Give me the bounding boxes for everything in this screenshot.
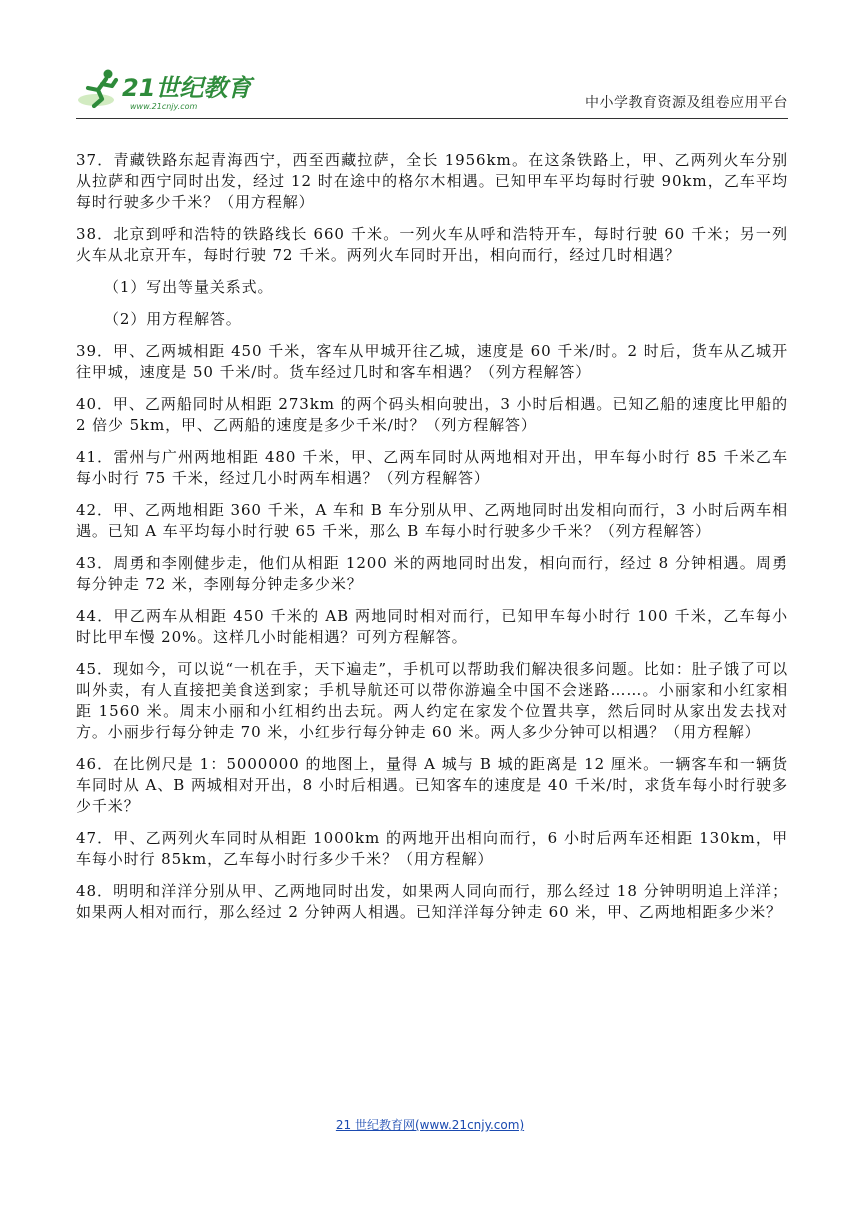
question-list (76, 150, 788, 934)
question-44: 44．甲乙两车从相距 450 千米的 AB 两地同时相对而行，已知甲车每小时行 100 千米，乙车每小时比甲车慢 20%。这样几小时能相遇？可列方程解答。 (76, 607, 788, 646)
question-38-part-1: （1）写出等量关系式。 (104, 278, 274, 296)
question-48: 48．明明和洋洋分别从甲、乙两地同时出发，如果两人同向而行，那么经过 18 分钟明明追上洋洋；如果两人相对而行，那么经过 2 分钟两人相遇。已知洋洋每分钟走 60 米，甲、乙两地相距多少米？ (76, 882, 788, 921)
question-46: 46．在比例尺是 1：5000000 的地图上，量得 A 城与 B 城的距离是 12 厘米。一辆客车和一辆货车同时从 A、B 两城相对开出，8 小时后相遇。已知客车的速度是 40 千米/时，求货车每小时行驶多少千米？ (76, 755, 788, 815)
question-42: 42．甲、乙两地相距 360 千米，A 车和 B 车分别从甲、乙两地同时出发相向而行，3 小时后两车相遇。已知 A 车平均每小时行驶 65 千米，那么 B 车每小时行驶多少千米？（列方程解答） (76, 501, 788, 540)
question-39: 39．甲、乙两城相距 450 千米，客车从甲城开往乙城，速度是 60 千米/时。2 时后，货车从乙城开往甲城，速度是 50 千米/时。货车经过几时和客车相遇？（列方程解答） (76, 342, 788, 381)
svg-text:www.21cnjy.com: www.21cnjy.com (130, 102, 198, 111)
question-37: 37．青藏铁路东起青海西宁，西至西藏拉萨，全长 1956km。在这条铁路上，甲、乙两列火车分别从拉萨和西宁同时出发，经过 12 时在途中的格尔木相遇。已知甲车平均每时行驶 90km，乙车平均每时行驶多少千米？（用方程解） (76, 151, 788, 211)
site-logo (76, 66, 266, 112)
platform-name: 中小学教育资源及组卷应用平台 (585, 95, 788, 111)
page-footer (0, 1114, 860, 1133)
question-38-part-2: （2）用方程解答。 (104, 310, 242, 328)
question-45: 45．现如今，可以说“一机在手，天下遍走”，手机可以帮助我们解决很多问题。比如：肚子饿了可以叫外卖，有人直接把美食送到家；手机导航还可以带你游遍全中国不会迷路……。小丽家和小红家相距 1560 米。周末小丽和小红相约出去玩。两人约定在家发个位置共享，然后同时从家出发去找对方。小丽步行每分钟走 70 米，小红步行每分钟走 60 米。两人多少分钟可以相遇？（用方程解） (76, 660, 788, 741)
question-43: 43．周勇和李刚健步走，他们从相距 1200 米的两地同时出发，相向而行，经过 8 分钟相遇。周勇每分钟走 72 米，李刚每分钟走多少米？ (76, 554, 788, 593)
question-38: 38．北京到呼和浩特的铁路线长 660 千米。一列火车从呼和浩特开车，每时行驶 60 千米；另一列火车从北京开车，每时行驶 72 千米。两列火车同时开出，相向而行，经过几时相遇？ (76, 225, 788, 264)
question-41: 41．雷州与广州两地相距 480 千米，甲、乙两车同时从两地相对开出，甲车每小时行 85 千米乙车每小时行 75 千米，经过几小时两车相遇？（列方程解答） (76, 448, 788, 487)
page-header (76, 64, 788, 116)
footer-link[interactable]: 21 世纪教育网(www.21cnjy.com) (335, 1118, 525, 1132)
question-47: 47．甲、乙两列火车同时从相距 1000km 的两地开出相向而行，6 小时后两车还相距 130km，甲车每小时行 85km，乙车每小时行多少千米？（用方程解） (76, 829, 788, 868)
header-divider (76, 118, 788, 119)
svg-text:21世纪教育: 21世纪教育 (122, 74, 252, 102)
runner-logo-icon (76, 66, 266, 112)
question-40: 40．甲、乙两船同时从相距 273km 的两个码头相向驶出，3 小时后相遇。已知乙船的速度比甲船的 2 倍少 5km，甲、乙两船的速度是多少千米/时？（列方程解答） (76, 395, 788, 434)
